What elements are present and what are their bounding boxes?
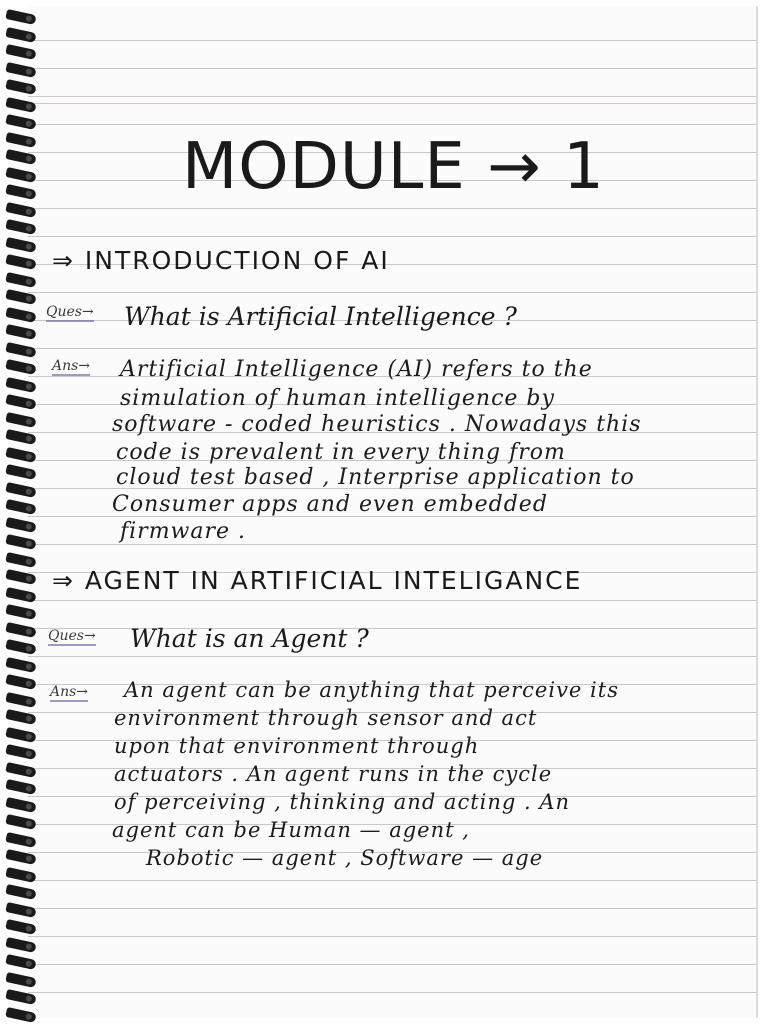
section-heading-agent-in-ai: ⇒ AGENT IN ARTIFICIAL INTELIGANCE [52, 566, 583, 595]
spiral-ring [5, 236, 36, 252]
spiral-ring [5, 761, 36, 777]
spiral-ring [5, 691, 36, 707]
spiral-ring [5, 919, 36, 935]
spiral-ring [5, 709, 36, 725]
spiral-ring [5, 324, 36, 340]
spiral-ring [5, 411, 36, 427]
spiral-ring [5, 744, 36, 760]
answer-line: actuators . An agent runs in the cycle [114, 762, 553, 786]
spiral-ring [5, 359, 36, 375]
ruled-line [28, 348, 756, 349]
spiral-ring [5, 831, 36, 847]
ruled-line [28, 964, 756, 965]
spiral-ring [5, 376, 36, 392]
ruled-line [28, 600, 756, 601]
spiral-ring [5, 254, 36, 270]
spiral-ring [5, 569, 36, 585]
spiral-ring [5, 61, 36, 77]
answer-line: upon that environment through [114, 734, 480, 758]
question-tag: Ques→ [46, 304, 94, 320]
answer-line: software - coded heuristics . Nowadays this [112, 412, 642, 437]
spiral-ring [5, 849, 36, 865]
answer-line: Consumer apps and even embedded [112, 492, 548, 517]
spiral-ring [5, 656, 36, 672]
spiral-ring [5, 44, 36, 60]
spiral-ring [5, 971, 36, 987]
answer-line: code is prevalent in every thing from [116, 440, 566, 465]
spiral-ring [5, 9, 36, 25]
spiral-ring [5, 481, 36, 497]
question-what-is-agent: What is an Agent ? [130, 624, 369, 653]
spiral-binding [0, 0, 40, 1024]
spiral-ring [5, 446, 36, 462]
ruled-line [28, 96, 756, 97]
ruled-line [28, 656, 756, 657]
top-margin-line [28, 103, 756, 104]
spiral-ring [5, 674, 36, 690]
spiral-ring [5, 289, 36, 305]
module-title: MODULE → 1 [182, 130, 605, 204]
spiral-ring [5, 79, 36, 95]
ruled-line [28, 236, 756, 237]
spiral-ring [5, 341, 36, 357]
spiral-ring [5, 464, 36, 480]
spiral-ring [5, 586, 36, 602]
section-heading-intro-ai: ⇒ INTRODUCTION OF AI [52, 246, 390, 275]
answer-line: An agent can be anything that perceive its [124, 678, 619, 702]
answer-tag: Ans→ [52, 358, 91, 374]
spiral-ring [5, 989, 36, 1005]
answer-line: Artificial Intelligence (AI) refers to the [120, 357, 593, 382]
spiral-ring [5, 166, 36, 182]
spiral-ring [5, 201, 36, 217]
answer-line: simulation of human intelligence by [120, 386, 555, 411]
ruled-line [28, 292, 756, 293]
question-tag: Ques→ [48, 628, 96, 644]
spiral-ring [5, 26, 36, 42]
spiral-ring [5, 866, 36, 882]
spiral-ring [5, 639, 36, 655]
spiral-ring [5, 131, 36, 147]
answer-line: environment through sensor and act [114, 706, 538, 730]
ruled-line [28, 208, 756, 209]
spiral-ring [5, 779, 36, 795]
spiral-ring [5, 884, 36, 900]
spiral-ring [5, 394, 36, 410]
spiral-ring [5, 306, 36, 322]
spiral-ring [5, 814, 36, 830]
answer-line: Robotic — agent , Software — age [146, 846, 544, 870]
spiral-ring [5, 551, 36, 567]
ruled-line [28, 544, 756, 545]
answer-line: of perceiving , thinking and acting . An [114, 790, 571, 814]
ruled-line [28, 908, 756, 909]
ruled-line [28, 936, 756, 937]
answer-tag: Ans→ [50, 684, 89, 700]
spiral-ring [5, 954, 36, 970]
spiral-ring [5, 796, 36, 812]
spiral-ring [5, 621, 36, 637]
spiral-ring [5, 516, 36, 532]
spiral-ring [5, 219, 36, 235]
spiral-ring [5, 534, 36, 550]
spiral-ring [5, 184, 36, 200]
spiral-ring [5, 726, 36, 742]
spiral-ring [5, 936, 36, 952]
spiral-ring [5, 604, 36, 620]
ruled-line [28, 880, 756, 881]
ruled-line [28, 68, 756, 69]
spiral-ring [5, 499, 36, 515]
spiral-ring [5, 96, 36, 112]
spiral-ring [5, 1006, 36, 1022]
spiral-ring [5, 114, 36, 130]
spiral-ring [5, 149, 36, 165]
spiral-ring [5, 271, 36, 287]
answer-line: cloud test based , Interprise application to [116, 465, 635, 490]
spiral-ring [5, 429, 36, 445]
question-what-is-ai: What is Artificial Intelligence ? [124, 302, 517, 331]
answer-line: agent can be Human — agent , [112, 818, 470, 842]
ruled-line [28, 992, 756, 993]
answer-line: firmware . [120, 519, 247, 544]
ruled-line [28, 124, 756, 125]
spiral-ring [5, 901, 36, 917]
ruled-line [28, 40, 756, 41]
